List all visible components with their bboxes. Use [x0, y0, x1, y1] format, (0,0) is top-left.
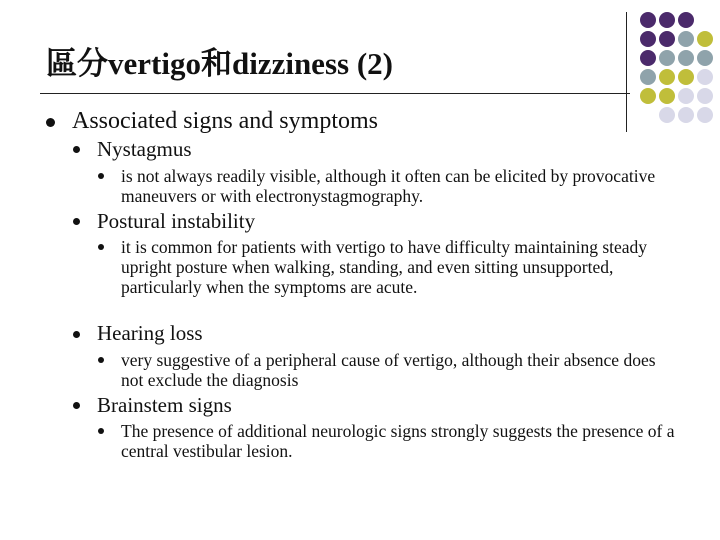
dot	[697, 31, 713, 47]
bullet-level3	[98, 173, 104, 179]
dot	[697, 69, 713, 85]
bullet-level3	[98, 357, 104, 363]
dot	[659, 12, 675, 28]
item-heading-hearing-loss: Hearing loss	[97, 321, 203, 345]
dot	[659, 107, 675, 123]
item-detail-postural-instability: it is common for patients with vertigo to have difficulty maintaining steady upright posture when walking, standing, and even sitting unsupported, particularly when the symptoms are acute.	[121, 237, 648, 297]
dot	[678, 69, 694, 85]
bullet-level3	[98, 244, 104, 250]
item-heading-brainstem-signs: Brainstem signs	[97, 393, 232, 417]
dot	[640, 69, 656, 85]
dot	[678, 31, 694, 47]
bullet-level2	[73, 146, 80, 153]
dot	[640, 88, 656, 104]
item-heading-postural-instability: Postural instability	[97, 209, 256, 233]
bullet-level1	[46, 118, 55, 127]
dot	[678, 107, 694, 123]
dot	[697, 88, 713, 104]
item-detail-brainstem-signs: The presence of additional neurologic signs strongly suggests the presence of a central vestibular lesion.	[121, 421, 675, 461]
bullet-level2	[73, 402, 80, 409]
item-heading-nystagmus: Nystagmus	[97, 137, 192, 161]
dot	[659, 31, 675, 47]
dot	[678, 12, 694, 28]
dot	[640, 31, 656, 47]
bullet-level2	[73, 331, 80, 338]
bullet-level3	[98, 428, 104, 434]
slide-title: 區分vertigo和dizziness (2)	[46, 46, 393, 81]
dot	[678, 50, 694, 66]
bullet-level2	[73, 218, 80, 225]
dot	[697, 107, 713, 123]
dot	[640, 12, 656, 28]
item-detail-hearing-loss: very suggestive of a peripheral cause of vertigo, although their absence does not exclude the diagnosis	[121, 350, 656, 390]
dot	[659, 69, 675, 85]
item-detail-nystagmus: is not always readily visible, although it often can be elicited by provocative maneuvers or with electronystagmography.	[121, 166, 656, 206]
dot	[659, 50, 675, 66]
dot	[697, 50, 713, 66]
dot	[659, 88, 675, 104]
dot	[640, 50, 656, 66]
level1-text: Associated signs and symptoms	[72, 108, 378, 134]
dot	[678, 88, 694, 104]
